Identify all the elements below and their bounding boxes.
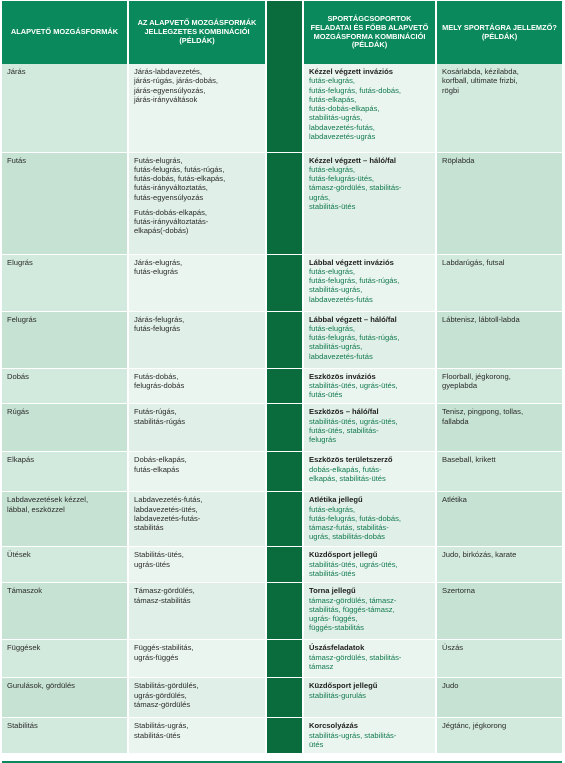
movement-cell	[2, 547, 128, 583]
sport-group-cell	[303, 583, 436, 640]
sports-text: Baseball, krikett	[442, 455, 496, 465]
column-divider	[266, 678, 303, 718]
header-sport-groups: SPORTÁGCSOPORTOK FELADATAI ÉS FŐBB ALAPVETŐ MOZGÁSFORMA KOMBINÁCIÓI (PÉLDÁK)	[303, 1, 436, 64]
combinations-text: Futás-rúgás, stabilitás-rúgás	[134, 407, 186, 426]
movement-cell	[2, 452, 128, 492]
sport-group-combinations: futás-elugrás, futás-felugrás, futás-dobás, támasz-futás, stabilitás- ugrás, stabilitás-dobás	[309, 504, 402, 542]
column-divider	[266, 640, 303, 678]
movement-forms-table	[2, 1, 562, 754]
sports-text: Atlétika	[442, 495, 467, 505]
movement-name: Ütések	[7, 550, 31, 560]
movement-name: Elkapás	[7, 455, 35, 465]
column-divider	[266, 547, 303, 583]
sport-group-cell	[303, 452, 436, 492]
sport-group-combinations: futás-elugrás, futás-felugrás-ütés, támasz-gördülés, stabilitás- ugrás, stabilitás-ütés	[309, 164, 402, 211]
sport-group-title: Lábbal végzett – háló/fal	[309, 314, 397, 324]
combinations-cell	[128, 64, 266, 152]
combinations-cell	[128, 311, 266, 368]
sport-group-title: Eszközös inváziós	[309, 371, 376, 381]
movement-name: Gurulások, gördülés	[7, 681, 75, 691]
table-row	[2, 452, 562, 492]
combinations-cell	[128, 152, 266, 254]
sport-group-combinations: stabilitás-ütés, ugrás-ütés, futás-ütés, stabilitás- felugrás	[309, 416, 398, 444]
combinations-cell	[128, 452, 266, 492]
table-row	[2, 678, 562, 718]
sport-group-cell	[303, 547, 436, 583]
combinations-cell	[128, 583, 266, 640]
sport-group-title: Eszközös – háló/fal	[309, 407, 379, 417]
sports-cell	[436, 547, 562, 583]
sport-group-combinations: stabilitás-ütés, ugrás-ütés, futás-ütés	[309, 380, 398, 399]
table-row	[2, 152, 562, 254]
combinations-text: Stabilitás-ugrás, stabilitás-ütés	[134, 721, 189, 740]
movement-cell	[2, 404, 128, 452]
sports-cell	[436, 152, 562, 254]
combinations-text: Futás-dobás, felugrás-dobás	[134, 371, 185, 390]
column-divider	[266, 152, 303, 254]
sport-group-combinations: dobás-elkapás, futás- elkapás, stabilitás-ütés	[309, 464, 386, 483]
sports-cell	[436, 404, 562, 452]
sport-group-title: Torna jellegű	[309, 586, 356, 596]
movement-name: Dobás	[7, 371, 29, 381]
movement-name: Stabilitás	[7, 721, 38, 731]
combinations-cell	[128, 492, 266, 547]
movement-name: Támaszok	[7, 586, 43, 596]
column-divider	[266, 404, 303, 452]
movement-name: Elugrás	[7, 257, 33, 267]
combinations-text: Járás-felugrás, futás-felugrás	[134, 314, 185, 333]
column-divider	[266, 64, 303, 152]
table-row	[2, 311, 562, 368]
movement-name: Labdavezetések kézzel, lábbal, eszközzel	[7, 495, 89, 514]
table-row	[2, 254, 562, 311]
sport-group-cell	[303, 678, 436, 718]
sport-group-combinations: támasz-gördülés, stabilitás- támasz	[309, 652, 402, 671]
combinations-text: Futás-elugrás, futás-felugrás, futás-rúgás, futás-dobás, futás-elkapás, futás-irányváltoztatás, futás-egyensúlyozás	[134, 155, 226, 202]
combinations-text: Dobás-elkapás, futás-elkapás	[134, 455, 187, 474]
sport-group-cell	[303, 640, 436, 678]
sport-group-combinations: futás-elugrás, futás-felugrás, futás-rúgás, stabilitás-ugrás, labdavezetés-futás	[309, 323, 400, 361]
sport-group-cell	[303, 311, 436, 368]
sports-cell	[436, 452, 562, 492]
sport-group-cell	[303, 254, 436, 311]
sports-cell	[436, 492, 562, 547]
table-header-row	[2, 1, 562, 64]
sport-group-cell	[303, 368, 436, 404]
sports-cell	[436, 583, 562, 640]
combinations-cell	[128, 368, 266, 404]
sports-text: Floorball, jégkorong, gyeplabda	[442, 371, 511, 390]
sport-group-combinations: stabilitás-ütés, ugrás-ütés, stabilitás-ütés	[309, 559, 398, 578]
sports-cell	[436, 368, 562, 404]
sport-group-cell	[303, 492, 436, 547]
column-divider	[266, 718, 303, 754]
combinations-text: Stabilitás-ütés, ugrás-ütés	[134, 550, 184, 569]
column-divider	[266, 492, 303, 547]
sports-cell	[436, 64, 562, 152]
movement-name: Felugrás	[7, 314, 37, 324]
sport-group-combinations: stabilitás-gurulás	[309, 690, 366, 700]
combinations-text-extra: Futás-dobás-elkapás, futás-irányváltoztatás- elkapás(-dobás)	[134, 207, 209, 236]
movement-cell	[2, 492, 128, 547]
sport-group-title: Küzdősport jellegű	[309, 550, 378, 560]
sport-group-title: Korcsolyázás	[309, 721, 358, 731]
sport-group-cell	[303, 64, 436, 152]
combinations-text: Labdavezetés-futás, labdavezetés-ütés, labdavezetés-futás- stabilitás	[134, 495, 203, 532]
combinations-cell	[128, 640, 266, 678]
movement-cell	[2, 678, 128, 718]
movement-name: Rúgás	[7, 407, 29, 417]
sports-text: Judo, birkózás, karate	[442, 550, 517, 560]
sport-group-title: Kézzel végzett – háló/fal	[309, 155, 396, 165]
table-row	[2, 368, 562, 404]
column-divider	[266, 368, 303, 404]
sports-text: Röplabda	[442, 155, 475, 165]
column-divider	[266, 1, 303, 64]
movement-cell	[2, 640, 128, 678]
combinations-cell	[128, 254, 266, 311]
combinations-text: Járás-elugrás, futás-elugrás	[134, 257, 183, 276]
sports-cell	[436, 311, 562, 368]
table-row	[2, 404, 562, 452]
combinations-cell	[128, 404, 266, 452]
sport-group-title: Kézzel végzett inváziós	[309, 67, 393, 76]
column-divider	[266, 254, 303, 311]
combinations-text: Támasz-gördülés, támasz-stabilitás	[134, 586, 195, 605]
movement-cell	[2, 254, 128, 311]
sport-group-cell	[303, 152, 436, 254]
sport-group-combinations: stabilitás-ugrás, stabilitás- ütés	[309, 730, 397, 749]
sport-group-title: Úszásfeladatok	[309, 643, 365, 653]
header-basic-movements: ALAPVETŐ MOZGÁSFORMÁK	[2, 1, 128, 64]
table-body	[2, 64, 562, 754]
column-divider	[266, 452, 303, 492]
header-combinations: AZ ALAPVETŐ MOZGÁSFORMÁK JELLEGZETES KOMBINÁCIÓI (PÉLDÁK)	[128, 1, 266, 64]
sports-cell	[436, 254, 562, 311]
combinations-cell	[128, 718, 266, 754]
combinations-text: Stabilitás-gördülés, ugrás-gördülés, támasz-gördülés	[134, 681, 199, 709]
movement-cell	[2, 368, 128, 404]
combinations-cell	[128, 547, 266, 583]
sport-group-title: Atlétika jellegű	[309, 495, 363, 505]
sport-group-combinations: támasz-gördülés, támasz- stabilitás, függés-támasz, ugrás- függés, függés-stabilitás	[309, 595, 397, 633]
movement-name: Járás	[7, 67, 26, 76]
sports-cell	[436, 718, 562, 754]
sports-text: Szertorna	[442, 586, 475, 596]
combinations-text: Járás-labdavezetés, járás-rúgás, járás-dobás, járás-egyensúlyozás, járás-irányváltások	[134, 67, 218, 104]
sports-text: Jégtánc, jégkorong	[442, 721, 507, 731]
sport-group-cell	[303, 404, 436, 452]
sport-group-title: Eszközös területszerző	[309, 455, 393, 465]
table-row	[2, 64, 562, 152]
movement-cell	[2, 718, 128, 754]
combinations-text: Függés-stabilitás, ugrás-függés	[134, 643, 194, 662]
movement-name: Futás	[7, 155, 26, 165]
movement-cell	[2, 583, 128, 640]
sport-group-title: Küzdősport jellegű	[309, 681, 378, 691]
sports-text: Tenisz, pingpong, tollas, fallabda	[442, 407, 524, 426]
table-row	[2, 547, 562, 583]
sport-group-combinations: futás-elugrás, futás-felugrás, futás-dobás, futás-elkapás, futás-dobás-elkapás, stabilitás-ugrás, labdavezetés-futás, labdavezetés-ugrás	[309, 76, 402, 141]
table-row	[2, 492, 562, 547]
header-sports: MELY SPORTÁGRA JELLEMZŐ? (PÉLDÁK)	[436, 1, 562, 64]
sports-text: Labdarúgás, futsal	[442, 257, 505, 267]
sport-group-combinations: futás-elugrás, futás-felugrás, futás-rúgás, stabilitás-ugrás, labdavezetés-futás	[309, 266, 400, 304]
column-divider	[266, 311, 303, 368]
sport-group-cell	[303, 718, 436, 754]
sports-cell	[436, 640, 562, 678]
movement-cell	[2, 64, 128, 152]
sports-text: Kosárlabda, kézilabda, korfball, ultimate frizbi, rögbi	[442, 67, 519, 95]
sports-cell	[436, 678, 562, 718]
table-row	[2, 718, 562, 754]
movement-name: Függések	[7, 643, 41, 653]
table-row	[2, 640, 562, 678]
sports-text: Judo	[442, 681, 459, 691]
column-divider	[266, 583, 303, 640]
sport-group-title: Lábbal végzett inváziós	[309, 257, 394, 267]
movement-cell	[2, 152, 128, 254]
sports-text: Úszás	[442, 643, 464, 653]
movement-cell	[2, 311, 128, 368]
table-row	[2, 583, 562, 640]
combinations-cell	[128, 678, 266, 718]
sports-text: Lábtenisz, lábtoll-labda	[442, 314, 520, 324]
